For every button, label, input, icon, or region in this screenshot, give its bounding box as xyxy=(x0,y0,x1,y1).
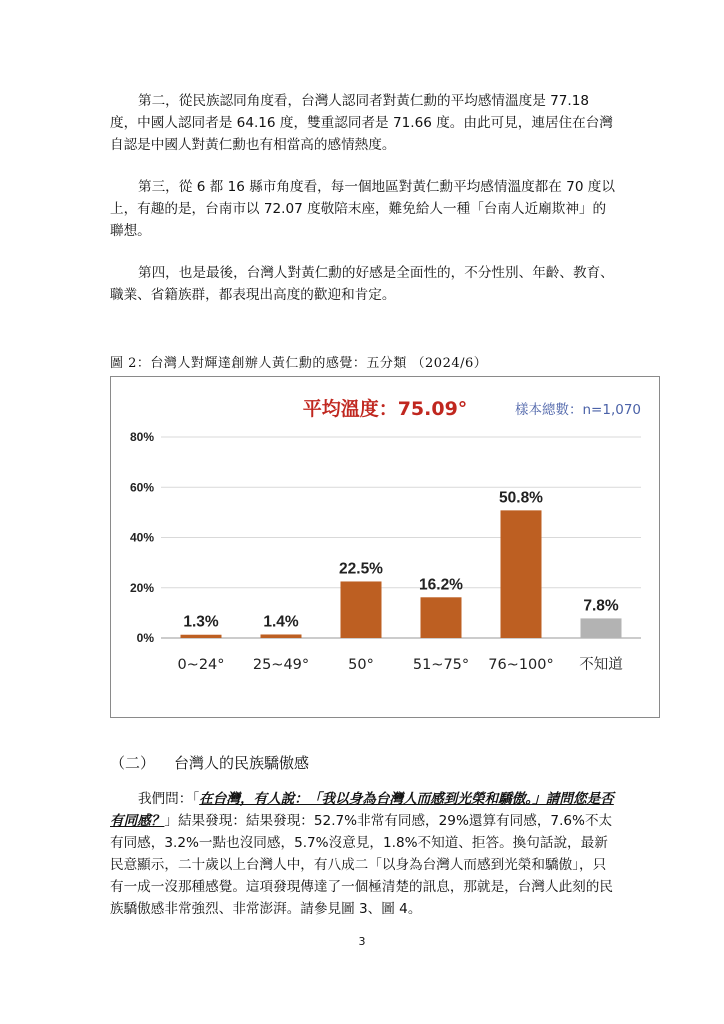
data-label: 1.4% xyxy=(263,613,299,631)
paragraph-national-identity xyxy=(110,90,616,156)
paragraph-intro: 我們問：「 xyxy=(138,791,200,807)
paragraph-national-pride xyxy=(110,788,616,920)
bar xyxy=(181,635,222,638)
bar xyxy=(261,634,302,638)
data-label: 16.2% xyxy=(419,576,463,594)
x-tick-label: 50° xyxy=(348,657,374,673)
page-number: 3 xyxy=(358,935,366,948)
bar-chart xyxy=(110,376,660,718)
data-label: 1.3% xyxy=(183,613,219,631)
x-tick-label: 0~24° xyxy=(177,657,225,673)
sample-size-note: 樣本總數：n=1,070 xyxy=(514,402,641,418)
survey-question: 在台灣，有人說：「我以身為台灣人而感到光榮和驕傲。」請問您是否有同感？ xyxy=(110,791,614,829)
bar xyxy=(581,618,622,638)
paragraph-text: 第二，從民族認同角度看，台灣人認同者對黃仁勳的平均感情溫度是 77.18 度，中國人認同者是 64.16 度，雙重認同者是 71.66 度。由此可見，連居住在台灣自認是中國人對黃仁勳也有相當高的感情熱度。 xyxy=(110,93,613,153)
x-tick-label: 76~100° xyxy=(488,657,554,673)
bar xyxy=(341,581,382,638)
chart-title: 平均溫度：75.09° xyxy=(302,398,468,420)
y-tick-label: 40% xyxy=(129,530,154,545)
paragraph-text: 」結果發現：結果發現：52.7%非常有同感，29%還算有同感，7.6%不太有同感，3.2%一點也沒同感，5.7%沒意見，1.8%不知道、拒答。換句話說，最新民意顯示，二十歲以上台灣人中，有八成二「以身為台灣人而感到光榮和驕傲」，只有一成一沒那種感覺。這項發現傳達了一個極清楚的訊息，那就是，台灣人此刻的民族驕傲感非常強烈、非常澎湃。請參見圖 3、圖 4。 xyxy=(110,813,613,917)
x-tick-label: 25~49° xyxy=(252,657,310,673)
data-label: 22.5% xyxy=(339,560,383,578)
y-tick-label: 20% xyxy=(129,580,154,595)
y-tick-label: 60% xyxy=(129,480,154,495)
bar xyxy=(501,510,542,638)
bar xyxy=(421,597,462,638)
x-tick-label: 不知道 xyxy=(579,657,623,673)
data-label: 50.8% xyxy=(499,489,543,507)
data-label: 7.8% xyxy=(583,597,619,615)
paragraph-text: 第三，從 6 都 16 縣市角度看，每一個地區對黃仁勳平均感情溫度都在 70 度以上，有趣的是，台南市以 72.07 度敬陪末座，難免給人一種「台南人近廟欺神」的聯想。 xyxy=(110,179,615,239)
x-tick-label: 51~75° xyxy=(412,657,470,673)
y-tick-label: 80% xyxy=(129,430,154,444)
section-number: （二） xyxy=(110,754,156,772)
paragraph-city-county xyxy=(110,176,616,242)
paragraph-text: 第四，也是最後，台灣人對黃仁勳的好感是全面性的，不分性別、年齡、教育、職業、省籍族群，都表現出高度的歡迎和肯定。 xyxy=(110,265,614,303)
figure-caption: 圖 2：台灣人對輝達創辦人黃仁勳的感覺：五分類 （2024/6） xyxy=(110,356,488,371)
paragraph-overall-favorability xyxy=(110,262,616,306)
section-title: 台灣人的民族驕傲感 xyxy=(174,754,310,772)
y-tick-label: 0% xyxy=(136,631,154,645)
section-heading xyxy=(110,752,309,773)
chart-svg xyxy=(111,377,659,717)
